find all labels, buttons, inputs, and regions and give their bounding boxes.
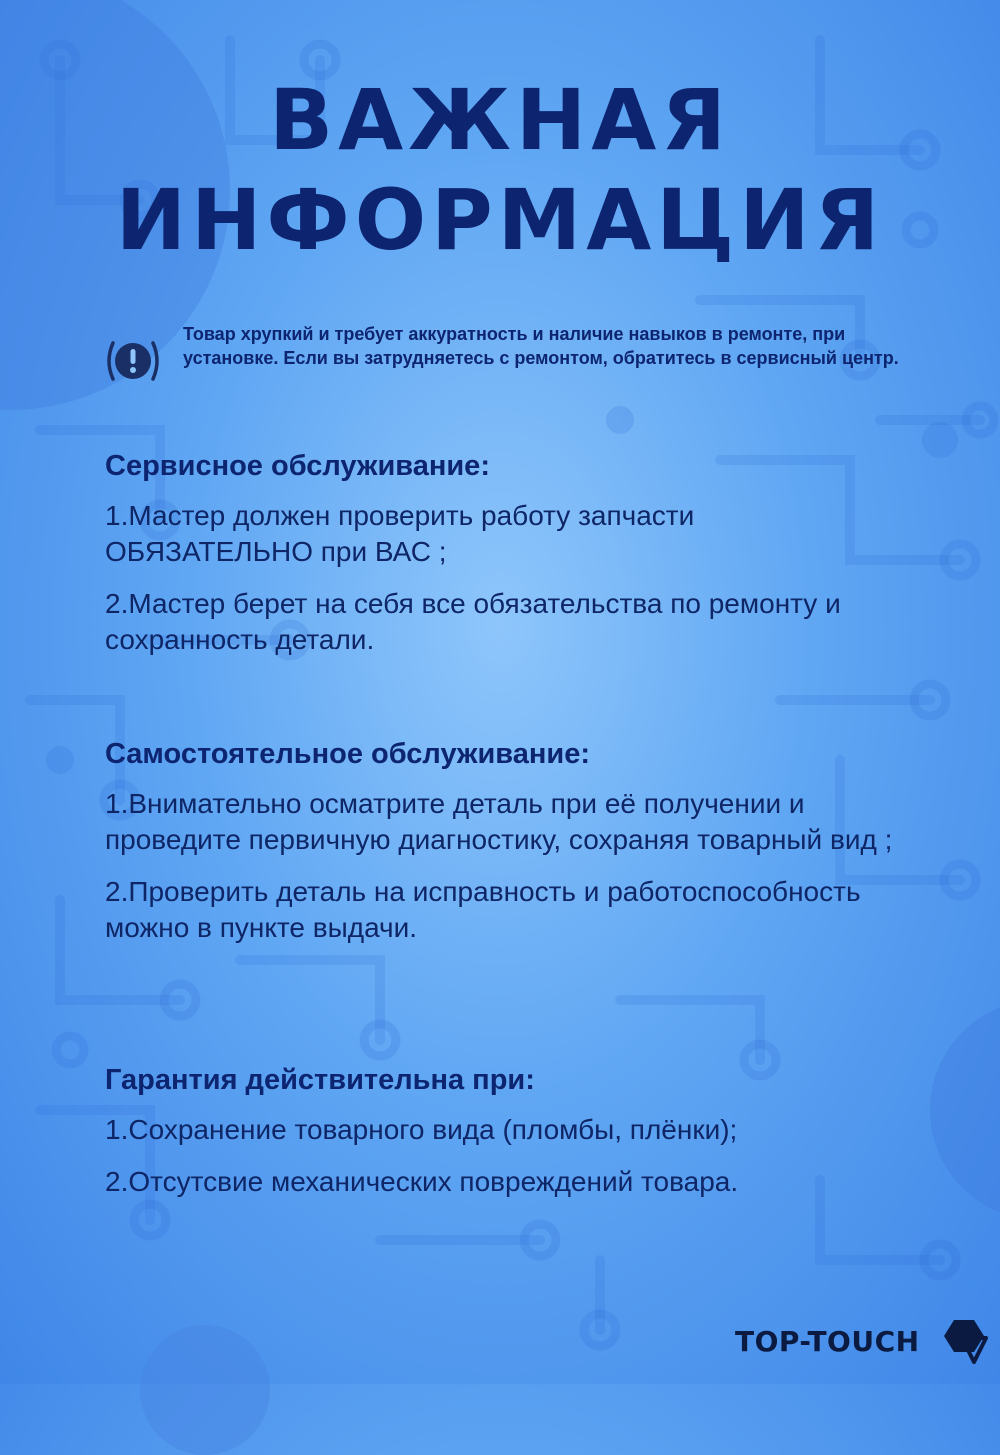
section-heading: Сервисное обслуживание:: [105, 450, 490, 482]
warning-text: Товар хрупкий и требует аккуратность и наличие навыков в ремонте, при установке. Если вы затрудняетесь с ремонтом, обратитесь в сервисный центр.: [183, 324, 899, 368]
list-item: 1.Сохранение товарного вида (пломбы, плёнки);: [105, 1114, 738, 1145]
title-line-1: ВАЖНАЯ: [269, 71, 731, 169]
self-service-section: [105, 736, 905, 946]
section-heading: Самостоятельное обслуживание:: [105, 738, 591, 770]
page-title: [0, 70, 1000, 270]
title-line-2: ИНФОРМАЦИЯ: [115, 171, 885, 269]
list-item: 1.Мастер должен проверить работу запчасти ОБЯЗАТЕЛЬНО при ВАС ;: [105, 500, 695, 567]
decor-circle-bottom: [140, 1325, 270, 1455]
brand: [735, 1318, 988, 1364]
list-item: 1.Внимательно осматрите деталь при её получении и проведите первичную диагностику, сохраняя товарный вид ;: [105, 788, 893, 855]
section-heading: Гарантия действительна при:: [105, 1064, 535, 1096]
brand-name: TOP-TOUCH: [735, 1324, 920, 1358]
warranty-section: [105, 1062, 905, 1200]
exclamation-icon: [104, 338, 162, 384]
list-item: 2.Отсутсвие механических повреждений товара.: [105, 1166, 739, 1197]
service-section: [105, 448, 905, 658]
list-item: 2.Проверить деталь на исправность и работоспособность можно в пункте выдачи.: [105, 876, 861, 943]
list-item: 2.Мастер берет на себя все обязательства по ремонту и сохранность детали.: [105, 588, 841, 655]
top-touch-logo-icon: [940, 1318, 988, 1364]
